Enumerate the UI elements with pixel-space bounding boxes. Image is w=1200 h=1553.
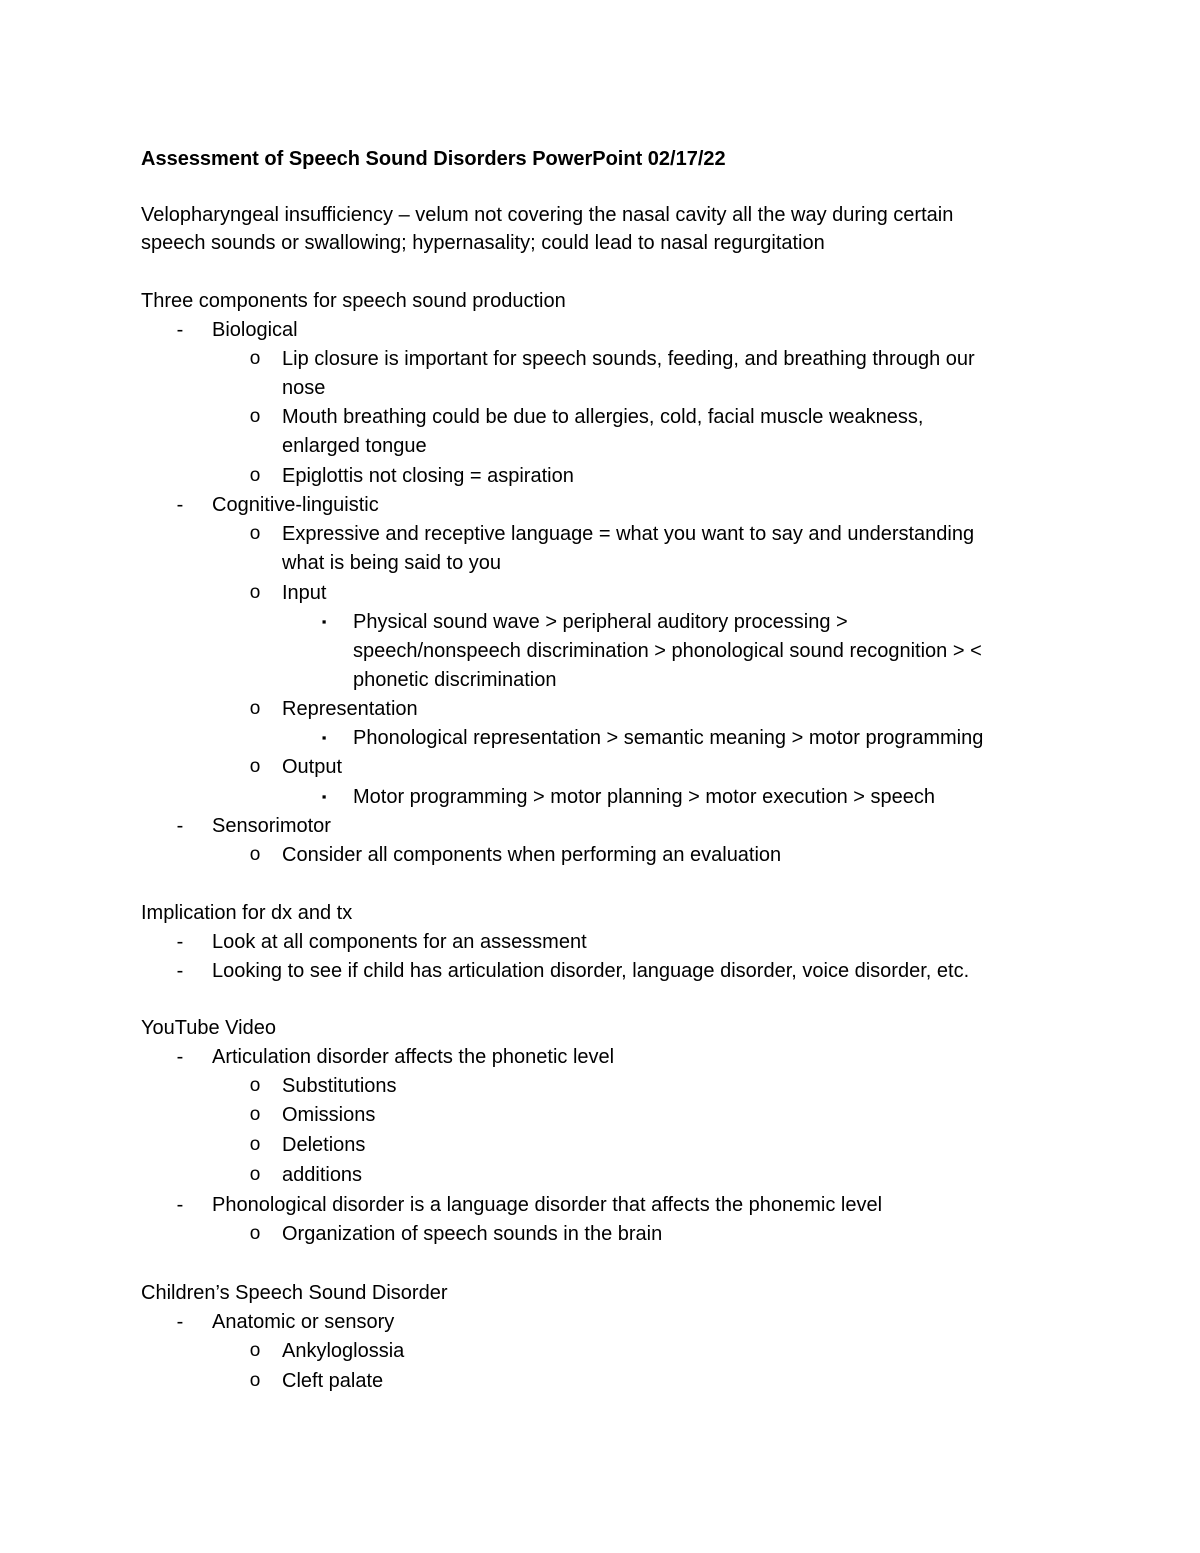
biological-item: Biological [212, 319, 298, 341]
output-item: Output [282, 756, 343, 778]
dash-bullet: - [176, 815, 184, 837]
intro-line-2: speech sounds or swallowing; hypernasality; could lead to nasal regurgitation [141, 232, 825, 254]
circle-bullet: o [249, 1370, 261, 1391]
dash-bullet: - [176, 1311, 184, 1333]
circle-bullet: o [249, 465, 261, 486]
deletions-item: Deletions [282, 1134, 366, 1156]
phonological-sub: Organization of speech sounds in the brain [282, 1223, 663, 1245]
sensorimotor-sub: Consider all components when performing an evaluation [282, 844, 782, 866]
square-bullet: ▪ [321, 730, 327, 745]
representation-sub: Phonological representation > semantic meaning > motor programming [353, 727, 984, 749]
additions-item: additions [282, 1164, 363, 1186]
circle-bullet: o [249, 844, 261, 865]
circle-bullet: o [249, 698, 261, 719]
cleft-palate-item: Cleft palate [282, 1370, 384, 1392]
children-heading: Children’s Speech Sound Disorder [141, 1282, 448, 1304]
circle-bullet: o [249, 348, 261, 369]
dash-bullet: - [176, 494, 184, 516]
representation-item: Representation [282, 698, 418, 720]
sensorimotor-item: Sensorimotor [212, 815, 331, 837]
anatomic-item: Anatomic or sensory [212, 1311, 395, 1333]
circle-bullet: o [249, 1340, 261, 1361]
implication-item-2: Looking to see if child has articulation disorder, language disorder, voice disorder, etc. [212, 960, 970, 982]
bio-item-2-line-1: Mouth breathing could be due to allergies, cold, facial muscle weakness, [282, 406, 924, 428]
circle-bullet: o [249, 1223, 261, 1244]
circle-bullet: o [249, 523, 261, 544]
input-sub-line-1: Physical sound wave > peripheral auditory processing > [353, 611, 848, 633]
circle-bullet: o [249, 1164, 261, 1185]
ankyloglossia-item: Ankyloglossia [282, 1340, 405, 1362]
intro-line-1: Velopharyngeal insufficiency – velum not covering the nasal cavity all the way during certain [141, 204, 954, 226]
cog-item-1-line-1: Expressive and receptive language = what you want to say and understanding [282, 523, 975, 545]
circle-bullet: o [249, 406, 261, 427]
cognitive-item: Cognitive-linguistic [212, 494, 379, 516]
bio-item-3: Epiglottis not closing = aspiration [282, 465, 574, 487]
document-title: Assessment of Speech Sound Disorders PowerPoint 02/17/22 [141, 148, 726, 170]
bio-item-1-line-1: Lip closure is important for speech sounds, feeding, and breathing through our [282, 348, 975, 370]
circle-bullet: o [249, 1104, 261, 1125]
dash-bullet: - [176, 960, 184, 982]
circle-bullet: o [249, 1075, 261, 1096]
cog-item-1-line-2: what is being said to you [282, 552, 502, 574]
substitutions-item: Substitutions [282, 1075, 397, 1097]
circle-bullet: o [249, 1134, 261, 1155]
input-sub-line-3: phonetic discrimination [353, 669, 557, 691]
bio-item-2-line-2: enlarged tongue [282, 435, 427, 457]
dash-bullet: - [176, 931, 184, 953]
circle-bullet: o [249, 756, 261, 777]
bio-item-1-line-2: nose [282, 377, 326, 399]
dash-bullet: - [176, 1046, 184, 1068]
implication-item-1: Look at all components for an assessment [212, 931, 587, 953]
components-heading: Three components for speech sound production [141, 290, 566, 312]
dash-bullet: - [176, 1194, 184, 1216]
output-sub: Motor programming > motor planning > motor execution > speech [353, 786, 935, 808]
circle-bullet: o [249, 582, 261, 603]
articulation-item: Articulation disorder affects the phonetic level [212, 1046, 615, 1068]
square-bullet: ▪ [321, 614, 327, 629]
youtube-heading: YouTube Video [141, 1017, 276, 1039]
dash-bullet: - [176, 319, 184, 341]
omissions-item: Omissions [282, 1104, 376, 1126]
input-item: Input [282, 582, 327, 604]
implication-heading: Implication for dx and tx [141, 902, 353, 924]
square-bullet: ▪ [321, 789, 327, 804]
phonological-item: Phonological disorder is a language disorder that affects the phonemic level [212, 1194, 883, 1216]
input-sub-line-2: speech/nonspeech discrimination > phonological sound recognition > < [353, 640, 982, 662]
